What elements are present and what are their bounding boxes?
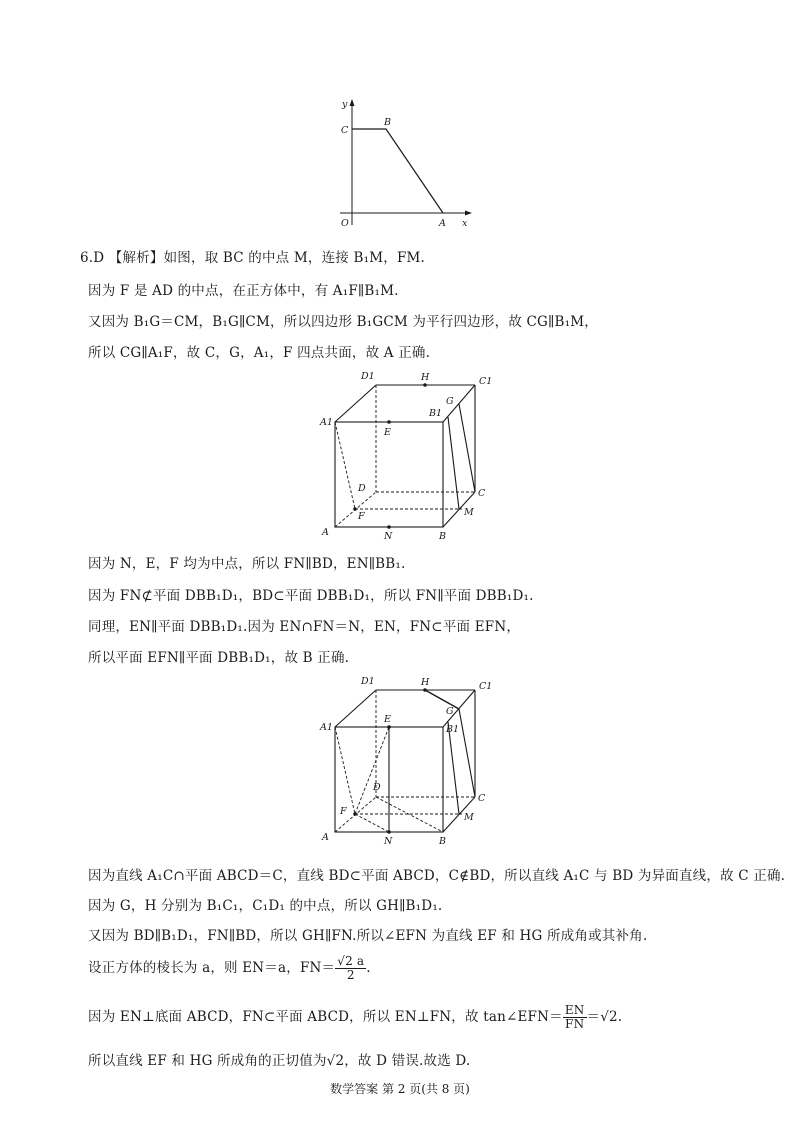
text-line-9: 因为直线 A₁C∩平面 ABCD＝C，直线 BD⊂平面 ABCD，C∉BD，所以直线 A₁C 与 BD 为异面直线，故 C 正确. [88,868,786,884]
fraction-fn-denominator: 2 [346,968,355,982]
cube-figure-2 [318,672,498,847]
cube2-label-m: M [464,812,474,823]
text-line-13 [88,1004,622,1031]
cube2-label-h: H [421,677,430,688]
coordinate-graph [330,95,480,235]
cube1-label-h: H [421,372,430,383]
text-line-6: 因为 FN⊄平面 DBB₁D₁，BD⊂平面 DBB₁D₁，所以 FN∥平面 DBB₁D₁. [88,588,534,604]
cube1-label-e: E [384,427,391,438]
point-b-label: B [384,117,391,128]
fraction-tan-denominator: FN [565,1017,585,1031]
cube2-label-c1: C1 [479,681,493,692]
page-footer: 数学答案 第 2 页(共 8 页) [330,1082,470,1096]
line13-end: ＝√2. [586,1009,623,1025]
cube1-label-m: M [464,507,474,518]
cube1-label-c1: C1 [479,376,493,387]
point-a-label: A [439,218,446,229]
point-c-label: C [341,125,349,136]
cube2-label-b1: B1 [446,724,460,735]
cube2-label-n: N [384,836,393,847]
cube1-label-c: C [478,488,486,499]
cube2-label-f: F [340,806,347,817]
cube1-label-a1: A1 [320,417,333,428]
cube1-label-d: D [358,483,366,494]
text-line-2: 因为 F 是 AD 的中点，在正方体中，有 A₁F∥B₁M. [88,283,399,299]
cube1-label-g: G [446,396,454,407]
line13-text: 因为 EN⊥底面 ABCD，FN⊂平面 ABCD，所以 EN⊥FN，故 tan∠EFN＝ [88,1009,563,1025]
cube2-label-b: B [439,836,446,847]
axis-x-label: x [462,218,468,229]
cube2-label-a: A [322,832,329,843]
fraction-fn [335,955,366,982]
cube2-label-c: C [478,793,486,804]
text-line-3: 又因为 B₁G＝CM，B₁G∥CM，所以四边形 B₁GCM 为平行四边形，故 CG∥B₁M， [88,314,598,330]
cube1-label-d1: D1 [361,371,375,382]
fraction-fn-numerator: √2 a [337,954,365,968]
origin-label: O [341,218,349,229]
cube2-label-d1: D1 [361,676,375,687]
text-line-5: 因为 N，E，F 均为中点，所以 FN∥BD，EN∥BB₁. [88,556,406,572]
cube2-label-g: G [446,706,454,717]
text-line-4: 所以 CG∥A₁F，故 C，G，A₁，F 四点共面，故 A 正确. [88,345,431,361]
cube2-label-e: E [384,714,391,725]
cube1-label-a: A [322,527,329,538]
text-line-8: 所以平面 EFN∥平面 DBB₁D₁，故 B 正确. [88,650,350,666]
text-line-1: 6.D 【解析】如图，取 BC 的中点 M，连接 B₁M，FM. [80,250,426,266]
cube-figure-1 [318,367,498,542]
cube1-label-f: F [358,511,365,522]
line12-text: 设正方体的棱长为 a，则 EN＝a，FN＝ [88,960,336,976]
axis-y-label: y [342,99,348,110]
cube1-label-n: N [384,531,393,542]
cube2-label-d: D [373,782,381,793]
fraction-tan [563,1004,587,1031]
cube1-label-b: B [439,531,446,542]
text-line-14: 所以直线 EF 和 HG 所成角的正切值为√2，故 D 错误.故选 D. [88,1053,471,1069]
line12-end: . [366,960,371,976]
cube2-label-a1: A1 [320,722,333,733]
fraction-tan-numerator: EN [564,1003,585,1017]
cube1-label-b1: B1 [429,408,443,419]
text-line-7: 同理，EN∥平面 DBB₁D₁.因为 EN∩FN＝N，EN，FN⊂平面 EFN， [88,619,521,635]
text-line-10: 因为 G，H 分别为 B₁C₁，C₁D₁ 的中点，所以 GH∥B₁D₁. [88,898,443,914]
text-line-11: 又因为 BD∥B₁D₁，FN∥BD，所以 GH∥FN.所以∠EFN 为直线 EF 和 HG 所成角或其补角. [88,928,648,944]
text-line-12 [88,955,371,982]
